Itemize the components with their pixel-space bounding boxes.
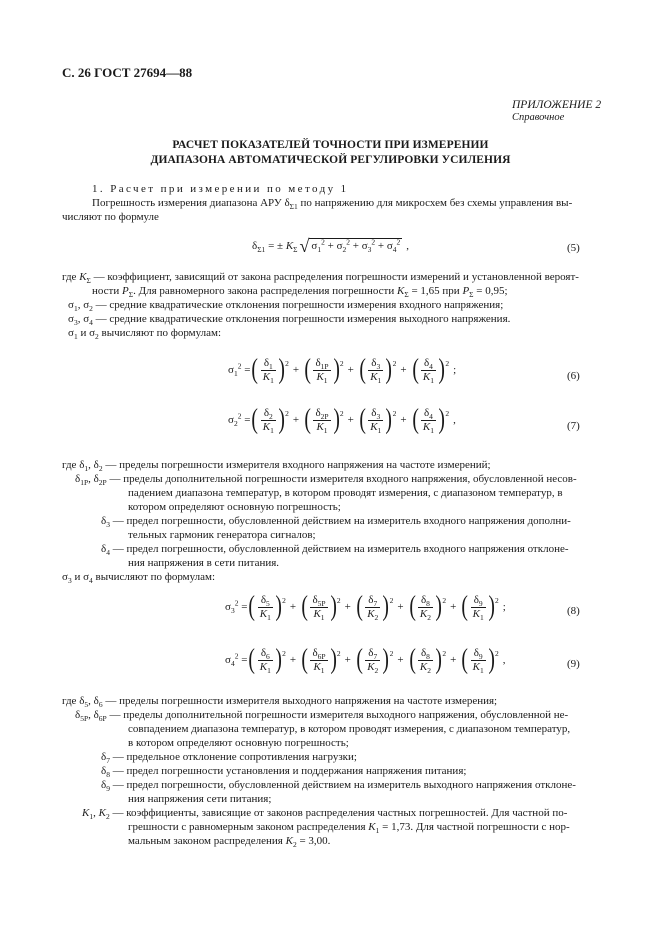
intro-part-2: по напряжению для микросхем без схемы управления вы- [300,197,573,209]
formula-6: $\sigma_1^2$ = ( $\frac{\delta_1}{K_1}$ ) 2 + ( $\frac{\delta_{1P}}{K_1}$ ) 2 + ( $\frac{\delta_3}{K_1}$ ) 2 + ( $\frac{\delta_4}{K_1}$ ) 2 ; [228,354,457,385]
def-delta-9: $\delta_9$ — предел погрешности, обусловленной действием на измеритель выходного напряжения отклоне- [101,779,576,794]
section-title-line-1: РАСЧЕТ ПОКАЗАТЕЛЕЙ ТОЧНОСТИ ПРИ ИЗМЕРЕНИИ [172,139,489,151]
sigma-1-2-calc-intro: $\sigma_1$ и $\sigma_2$ вычисляют по формулам: [68,327,222,342]
def-delta-9-line-2: ния напряжения сети питания; [128,793,272,805]
def-k1-k2-line-3: мальным законом распределения $K_2 = 3,00$. [128,835,331,850]
intro-text-line-2: числяют по формуле [62,211,159,223]
def-delta-1p-2p-line-2: падением диапазона температур, в котором проводят измерения, с диапазоном температур, в [128,487,563,499]
def-delta-5p-6p-line-2: совпадением диапазона температур, в котором проводят измерения, с диапазоном температур, [128,723,571,735]
sigma-3-4-calc-intro: $\sigma_3$ и $\sigma_4$ вычисляют по формулам: [62,571,216,586]
equation-number-7: (7) [567,420,580,432]
appendix-type: Справочное [512,112,565,123]
def-delta-3-line-2: тельных гармоник генератора сигналов; [128,529,316,541]
def-k1-k2: $K_1$, $K_2$ — коэффициенты, зависящие от законов распределения частных погрешностей. Для частной по- [82,807,568,822]
appendix-label: ПРИЛОЖЕНИЕ 2 [512,99,602,111]
sigma-1-2-definition: $\sigma_1$, $\sigma_2$ — средние квадратические отклонения погрешности измерения входного напряжения; [68,299,504,314]
k-sigma-definition: где $K_\Sigma$ — коэффициент, зависящий от закона распределения погрешности измерений и установленной вероят- [62,271,579,286]
def-delta-8: $\delta_8$ — предел погрешности установления и поддержания напряжения питания; [101,765,467,780]
formula-9: $\sigma_4^2$ = ( $\frac{\delta_6}{K_1}$ ) 2 + ( $\frac{\delta_{6P}}{K_1}$ ) 2 + ( $\frac{\delta_7}{K_2}$ ) 2 + ( $\frac{\delta_8}{K_2}$ ) 2 + ( $\frac{\delta_9}{K_1}$ ) 2 , [225,644,506,675]
def-delta-5p-6p: $\delta_{5P}$, $\delta_{6P}$ — пределы дополнительной погрешности измерителя выходного напряжения, обусловленной не- [75,709,569,724]
equation-number-9: (9) [567,658,580,670]
intro-part-1: Погрешность измерения диапазона АРУ [92,197,282,209]
equation-number-8: (8) [567,605,580,617]
def-delta-7: $\delta_7$ — предельное отклонение сопротивления нагрузки; [101,751,357,766]
equation-number-6: (6) [567,370,580,382]
def-delta-5-6: где $\delta_5$, $\delta_6$ — пределы погрешности измерителя выходного напряжения на частоте измерения; [62,695,498,710]
formula-8: $\sigma_3^2$ = ( $\frac{\delta_5}{K_1}$ ) 2 + ( $\frac{\delta_{5P}}{K_1}$ ) 2 + ( $\frac{\delta_7}{K_2}$ ) 2 + ( $\frac{\delta_8}{K_2}$ ) 2 + ( $\frac{\delta_9}{K_1}$ ) 2 ; [225,591,506,622]
def-delta-4: $\delta_4$ — предел погрешности, обусловленной действием на измеритель входного напряжения отклоне- [101,543,569,558]
formula-5: $\delta_{\Sigma 1}$ = ± $K_\Sigma$ √ $\sigma_1^2 + \sigma_2^2 + \sigma_3^2 + \sigma_4^2$ , [252,235,410,256]
equation-number-5: (5) [567,242,580,254]
def-delta-1p-2p: $\delta_{1P}$, $\delta_{2P}$ — пределы дополнительной погрешности измерителя входного напряжения, обусловленной несов- [75,473,577,488]
def-delta-1-2: где $\delta_1$, $\delta_2$ — пределы погрешности измерителя входного напряжения на частоте измерений; [62,459,491,474]
sigma-3-4-definition: $\sigma_3$, $\sigma_4$ — средние квадратические отклонения погрешности измерения выходного напряжения. [68,313,511,328]
section-1-heading: 1. Расчет при измерении по методу 1 [92,183,349,195]
def-delta-1p-2p-line-3: котором определяют основную погрешность; [128,501,341,513]
section-title-line-2: ДИАПАЗОНА АВТОМАТИЧЕСКОЙ РЕГУЛИРОВКИ УСИЛЕНИЯ [150,154,511,166]
intro-text: Погрешность измерения диапазона АРУ $\delta_{\Sigma 1}$ по напряжению для микросхем без схемы управления вы- [92,197,573,212]
def-delta-3: $\delta_3$ — предел погрешности, обусловленной действием на измеритель входного напряжения дополни- [101,515,571,530]
formula-7: $\sigma_2^2$ = ( $\frac{\delta_2}{K_1}$ ) 2 + ( $\frac{\delta_{2P}}{K_1}$ ) 2 + ( $\frac{\delta_3}{K_1}$ ) 2 + ( $\frac{\delta_4}{K_1}$ ) 2 , [228,404,456,435]
def-delta-4-line-2: ния напряжения в сети питания. [128,557,280,569]
k-sigma-definition-line-2: ности $P_\Sigma$. Для равномерного закона распределения погрешности $K_\Sigma = 1,65$ при $P_\Sigma = 0,95$; [92,285,508,300]
def-k1-k2-line-2: грешности с равномерным законом распределения $K_1 = 1,73$. Для частной погрешности с нор- [128,821,570,836]
page-header: С. 26 ГОСТ 27694—88 [62,65,193,80]
def-delta-5p-6p-line-3: в котором определяют основную погрешность; [128,737,349,749]
